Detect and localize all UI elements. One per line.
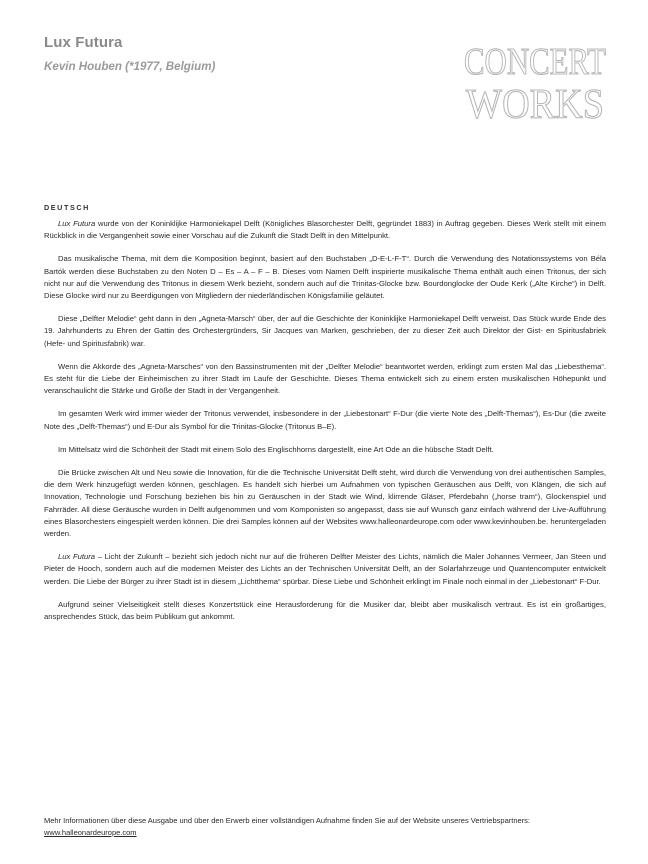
composer-name: Kevin Houben (*1977, Belgium) <box>44 60 216 73</box>
paragraph-7: Die Brücke zwischen Alt und Neu sowie die Innovation, für die die Technische Universität Delft steht, wird durch die Verwendung von drei authentischen Samples, die dem Werk hinzugefügt werden können, geschlagen. Es handelt sich hierbei um Aufnahmen von typischen Geräuschen aus Delft, von Klängen, die sich auf Innovation, Technologie und Forschung beziehen bis hin zu Geräuschen in der Stadt wie Wind, klirrende Gläser, Pferdebahn („horse tram“), Glockenspiel und Fahrräder. All diese Geräusche wurden in Delft aufgenommen und vom Komponisten so angepasst, dass sie auf Wunsch ganz einfach während der Live-Aufführung eines Blasorchesters eingespielt werden können. Die drei Samples können auf der Websites www.halleonardeurope.com oder www.kevinhouben.be. heruntergeladen werden. <box>44 468 606 539</box>
publisher-link[interactable]: www.halleonardeurope.com <box>44 828 137 837</box>
logo-works-text: WORKS <box>466 82 604 128</box>
concert-works-logo <box>462 34 608 130</box>
paragraph-6: Im Mittelsatz wird die Schönheit der Stadt mit einem Solo des Englischhorns dargestellt, eine Art Ode an die hübsche Stadt Delft. <box>58 444 494 454</box>
paragraph-5: Im gesamten Werk wird immer wieder der Tritonus verwendet, insbesondere in der „Liebestonart“ F-Dur (die vierte Note des „Delft-Themas“), Es-Dur (die zweite Note des „Delft-Themas“) und E-Dur als Symbol für die Trinitas-Glocke (Tritonus B–E). <box>44 409 606 431</box>
paragraph-8: Lux Futura – Licht der Zukunft – bezieht sich jedoch nicht nur auf die früheren Delfter Meister des Lichts, nämlich die Maler Johannes Vermeer, Jan Steen und Pieter de Hooch, sondern auch auf die modernen Meister des Lichts an der Technischen Universität Delft, an der Solarfahrzeuge und Quantencomputer entwickelt werden. Die Liebe der Bürger zu ihrer Stadt ist in diesem „Lichtthema“ spürbar. Diese Liebe und Schönheit erklingt im Finale noch einmal in der „Liebestonart“ F-Dur. <box>44 552 607 586</box>
work-title-inline: Lux Futura <box>58 552 96 562</box>
description-body <box>44 218 606 634</box>
work-title-inline: Lux Futura <box>58 219 96 228</box>
paragraph-4: Wenn die Akkorde des „Agneta-Marsches“ von den Bassinstrumenten mit der „Delfter Melodie“ beantwortet werden, erklingt zum ersten Mal das „Liebesthema“. Es steht für die Liebe der Einheimischen zu ihrer Stadt im Laufe der Geschichte. Dieses Thema entwickelt sich zu einem ersten musikalischen Höhepunkt und veranschaulicht die Stärke und Größe der Stadt in der Vergangenheit. <box>44 361 606 396</box>
section-label: DEUTSCH <box>44 203 90 212</box>
footer <box>44 815 604 839</box>
page-title: Lux Futura <box>44 34 123 51</box>
paragraph-9: Aufgrund seiner Vielseitigkeit stellt dieses Konzertstück eine Herausforderung für die Musiker dar, bleibt aber musikalisch vertraut. Es ist ein großartiges, ansprechendes Stück, das beim Publikum gut ankommt. <box>44 599 606 622</box>
paragraph-2: Das musikalische Thema, mit dem die Komposition beginnt, basiert auf den Buchstaben „D-E-L-F-T“. Durch die Verwendung des Notationssystems von Béla Bartók werden diese Buchstaben zu den Noten D – Es – A – F – B. Dieses vom Namen Delft inspirierte musikalische Thema enthält auch einen Tritonus, der sich nicht nur auf die Verwendung des Tritonus in diesem Werk bezieht, sondern auch auf die Trinitas-Glocke bzw. Bourdonglocke der Oude Kerk („Alte Kirche“) in Delft. Diese Glocke wird nur zu Beerdigungen von Mitgliedern der niederländischen Königsfamilie geläutet. <box>44 254 606 301</box>
footer-text: Mehr Informationen über diese Ausgabe und über den Erwerb einer vollständigen Aufnahme finden Sie auf der Website unseres Vertriebspartners: <box>44 816 530 825</box>
paragraph-1: Lux Futura wurde von der Koninklijke Harmoniekapel Delft (Königliches Blasorchester Delft, gegründet 1883) in Auftrag gegeben. Dieses Werk stellt mit einem Rückblick in die Vergangenheit sowie einer Vorschau auf die Zukunft die Stadt Delft in den Mittelpunkt. <box>44 219 606 241</box>
logo-concert-text: CONCERT <box>464 41 606 83</box>
paragraph-3: Diese „Delfter Melodie“ geht dann in den „Agneta-Marsch“ über, der auf die Geschichte der Koninklijke Harmoniekapel Delft verweist. Das Stück wurde Ende des 19. Jahrhunderts zu Ehren der Gattin des Orchestergründers, Sir Jacques van Marken, geschrieben, der zu dieser Zeit auch Direktor der Gist- en Spiritusfabriek (Hefe- und Spiritusfabrik) war. <box>44 314 606 348</box>
